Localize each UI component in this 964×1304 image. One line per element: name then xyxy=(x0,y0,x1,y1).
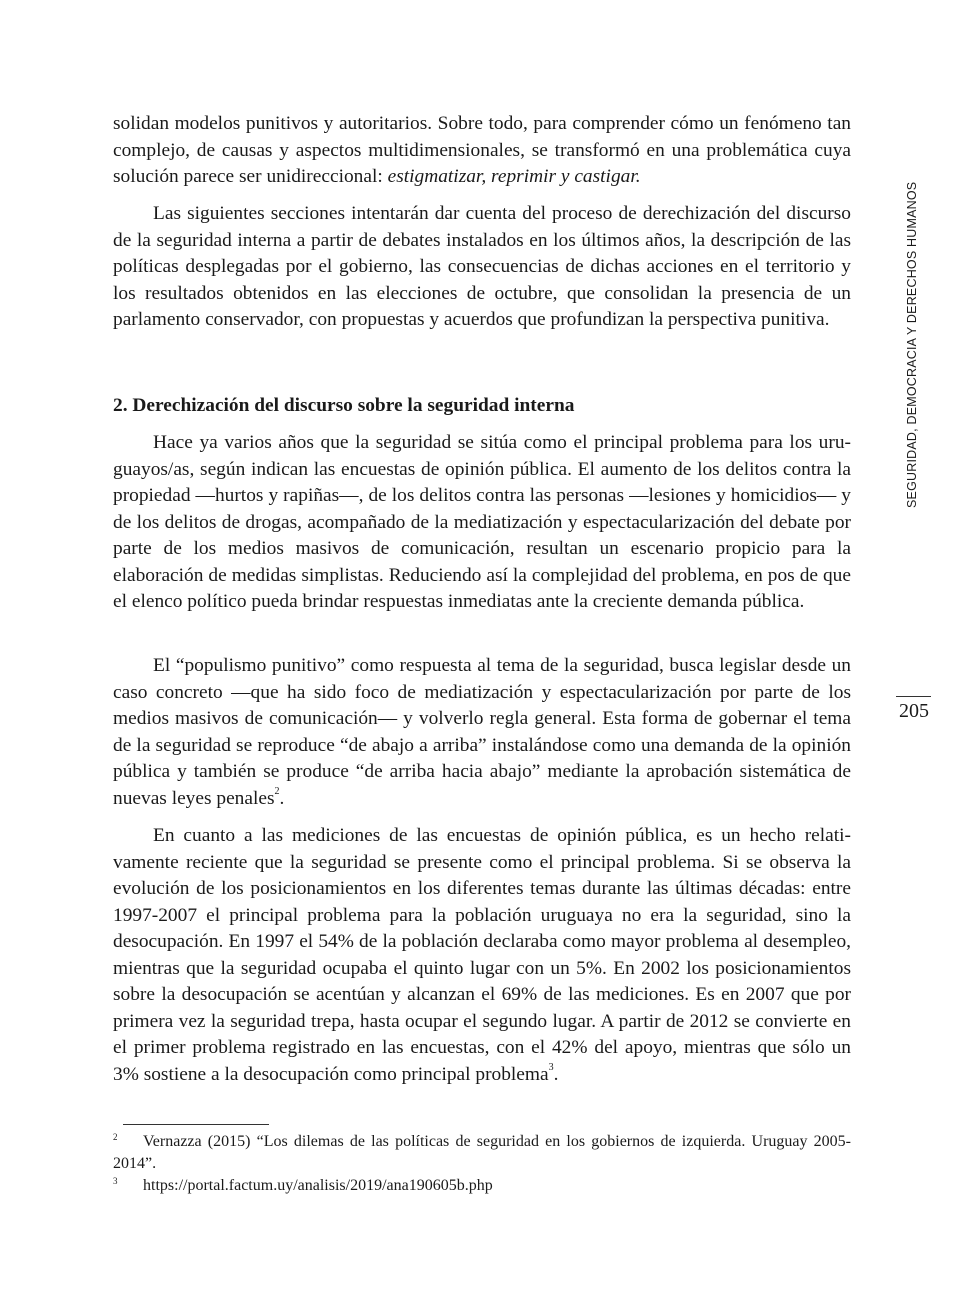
paragraph-text: solidan modelos punitivos y autoritarios. Sobre todo, para comprender cómo un fenómeno tan complejo, de causas y aspectos multidimensionales, se transformó en una problemática cuya solución parece ser unidireccional: xyxy=(113,113,851,187)
paragraph-end: . xyxy=(279,787,285,809)
page-number-rule xyxy=(896,696,931,697)
footnote-divider xyxy=(123,1124,269,1125)
page-number: 205 xyxy=(899,700,929,722)
footnote-reference[interactable]: 3 xyxy=(548,1062,554,1074)
paragraph-text: El “populismo punitivo” como respuesta al tema de la seguridad, busca legislar desde un caso concreto —que ha sido foco de mediatización y espectacularización por parte de los medios masivos de comunicación— y volverlo regla general. Esta forma de gobernar el tema de la seguridad se reproduce “de abajo a arriba” instalándose como una demanda de la opinión pública y también se produce “de arriba hacia abajo” mediante la aprobación sistemática de nuevas leyes penales xyxy=(113,655,851,809)
emphasis-text: estigmatizar, reprimir y castigar. xyxy=(387,166,641,187)
footnote-reference[interactable]: 2 xyxy=(274,786,280,798)
footnote: 2 Vernazza (2015) “Los dilemas de las políticas de seguridad en los gobiernos de izquierda. Uruguay 2005-2014”. xyxy=(113,1131,851,1172)
footnote-text: Vernazza (2015) “Los dilemas de las políticas de seguridad en los gobiernos de izquierda. Uruguay 2005-2014”. xyxy=(113,1133,851,1172)
paragraph-end: . xyxy=(553,1063,559,1085)
footnote-link[interactable]: https://portal.factum.uy/analisis/2019/ana190605b.php xyxy=(143,1177,493,1194)
body-paragraph xyxy=(113,823,851,1088)
body-paragraph xyxy=(113,430,851,616)
footnote: 3 https://portal.factum.uy/analisis/2019/ana190605b.php xyxy=(113,1175,493,1194)
section-heading: 2. Derechización del discurso sobre la seguridad interna xyxy=(113,395,575,416)
body-paragraph xyxy=(113,653,851,812)
body-paragraph xyxy=(113,201,851,334)
paragraph-text: Las siguientes secciones intentarán dar cuenta del proceso de derechización del discurso de la seguridad interna a partir de debates instalados en los últimos años, la descripción de las políticas desplegadas por el gobierno, las consecuencias de dichas acciones en el territorio y los resultados obtenidos en las elecciones de octubre, que consolidan la presencia de un parlamento conservador, con propuestas y acuerdos que profundizan la perspectiva punitiva. xyxy=(113,203,851,330)
paragraph-text: Hace ya varios años que la seguridad se sitúa como el principal problema para los uruguayos/as, según indican las encuestas de opinión pública. El aumento de los delitos contra la propiedad —hurtos y rapiñas—, de los delitos contra las personas —lesiones y homicidios— y de los delitos de drogas, acompañado de la mediatización y espectacularización del debate por parte de los medios masivos de comunicación, resultan un escenario propicio para la elaboración de medidas simplistas. Reduciendo así la complejidad del problema, en pos de que el elenco político pueda brindar respuestas inmediatas ante la creciente demanda pública. xyxy=(113,432,851,612)
paragraph-text: En cuanto a las mediciones de las encuestas de opinión pública, es un hecho relativamente reciente que la seguridad se presente como el principal problema. Si se observa la evolución de los posicionamientos en los diferentes temas durante las últimas décadas: entre 1997-2007 el principal problema para la población uruguaya no era la seguridad, sino la desocupación. En 1997 el 54% de la población declaraba como mayor problema al desempleo, mientras que la seguridad ocupaba el quinto lugar con un 5%. En 2002 los posicionamientos sobre la desocupación se acentúan y alcanzan el 69% de las mediciones. Es en 2007 que por primera vez la seguridad trepa, hasta ocupar el segundo lugar. A partir de 2012 se convierte en el primer problema registrado en las encuestas, con el 42% del apoyo, mientras que sólo un 3% sostiene a la desocupación como principal problema xyxy=(113,825,851,1085)
body-paragraph xyxy=(113,111,851,191)
running-header: SEGURIDAD, DEMOCRACIA Y DERECHOS HUMANOS xyxy=(905,181,919,508)
